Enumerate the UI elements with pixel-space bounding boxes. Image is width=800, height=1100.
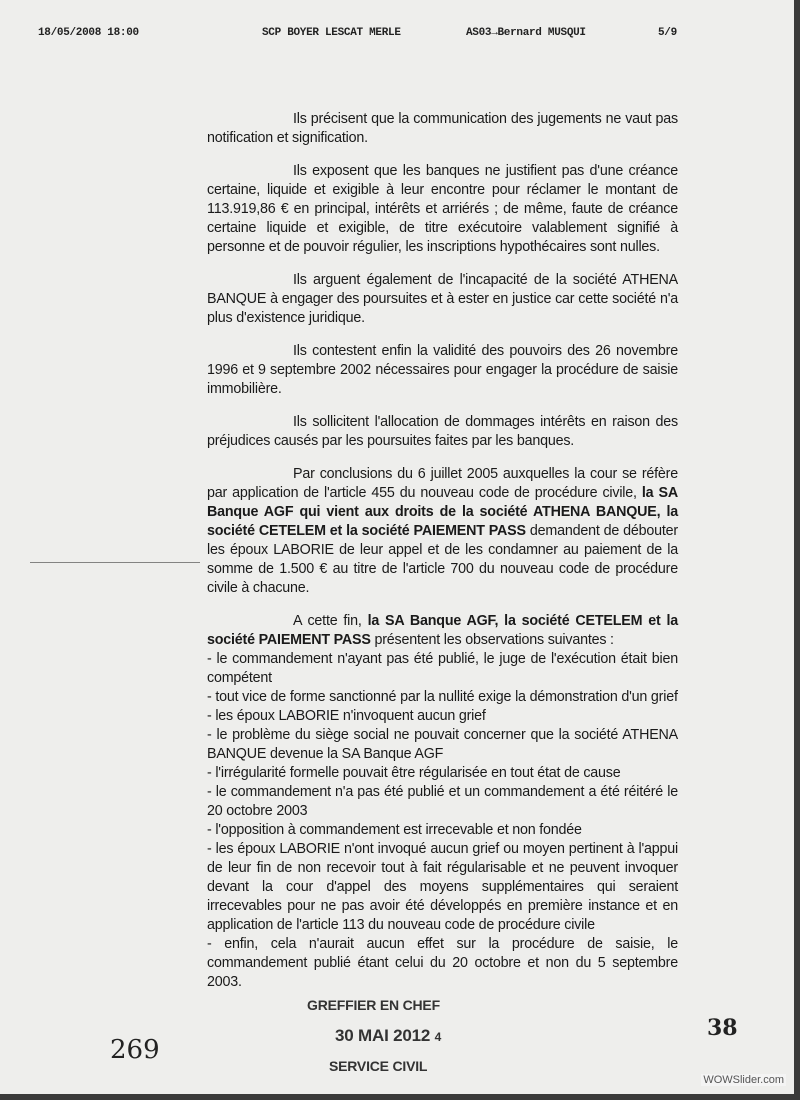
observations-list (207, 650, 678, 992)
stamp-service: SERVICE CIVIL (329, 1058, 428, 1074)
paragraph: Ils précisent que la communication des jugements ne vaut pas notification et signification. (207, 111, 678, 146)
list-item: - enfin, cela n'aurait aucun effet sur la procédure de saisie, le commandement publié étant celui du 20 octobre et non du 5 septembre 2003. (207, 936, 678, 990)
document-body (207, 0, 678, 1075)
strike-line (30, 562, 200, 563)
text-segment: présentent les observations suivantes : (370, 632, 614, 648)
fax-recipient: AS03→Bernard MUSQUI (466, 27, 586, 39)
text-segment: Par conclusions du 6 juillet 2005 auxquelles la cour se réfère par application de l'article 455 du nouveau code de procédure civile, (207, 466, 678, 501)
stamp-date-suffix: 4 (434, 1030, 442, 1044)
text-segment: demandent de débouter les époux LABORIE de leur appel et de les condamner au paiement de la somme de 1.500 € au titre de l'article 700 du nouveau code de procédure civile à chacune. (207, 523, 678, 596)
paragraph-observations-intro (207, 612, 678, 650)
list-item: - le commandement n'a pas été publié et un commandement a été réitéré le 20 octobre 2003 (207, 784, 678, 819)
list-item: - les époux LABORIE n'ont invoqué aucun grief ou moyen pertinent à l'appui de leur fin de non recevoir tout à fait régularisable et ne peuvent invoquer devant la cour d'appel des moyens supplémentaires qui seraient irrecevables pour ne pas avoir été développés en première instance et en application de l'article 113 du nouveau code de procédure civile (207, 841, 678, 933)
handwritten-number-left: 269 (110, 1035, 160, 1065)
list-item: - le commandement n'ayant pas été publié, le juge de l'exécution était bien compétent (207, 651, 678, 686)
stamp-greffier: GREFFIER EN CHEF (307, 997, 440, 1013)
watermark: WOWSlider.com (703, 1074, 784, 1086)
paragraph: Ils arguent également de l'incapacité de la société ATHENA BANQUE à engager des poursuites et à ester en justice car cette société n'a plus d'existence juridique. (207, 272, 678, 326)
list-item: - l'opposition à commandement est irrecevable et non fondée (207, 822, 582, 838)
court-stamp (207, 996, 678, 1075)
fax-datetime: 18/05/2008 18:00 (38, 27, 139, 39)
fax-page-number: 5/9 (658, 27, 677, 39)
list-item: - l'irrégularité formelle pouvait être régularisée en tout état de cause (207, 765, 621, 781)
parties-bold: la SA Banque AGF, la société CETELEM et la société PAIEMENT PASS (207, 613, 678, 648)
paragraph: Ils sollicitent l'allocation de dommages intérêts en raison des préjudices causés par les poursuites faites par les banques. (207, 414, 678, 449)
list-item: - le problème du siège social ne pouvait concerner que la société ATHENA BANQUE devenue la SA Banque AGF (207, 727, 678, 762)
list-item: - tout vice de forme sanctionné par la nullité exige la démonstration d'un grief (207, 689, 678, 705)
handwritten-number-right: 38 (707, 1015, 738, 1041)
paragraph: Ils exposent que les banques ne justifient pas d'une créance certaine, liquide et exigible à leur encontre pour réclamer le montant de 113.919,86 € en principal, intérêts et arriérés ; de même, faute de créance certaine liquide et exigible, de titre exécutoire valablement signifié à personne et de pouvoir régulier, les inscriptions hypothécaires sont nulles. (207, 163, 678, 255)
paragraph: Ils contestent enfin la validité des pouvoirs des 26 novembre 1996 et 9 septembre 2002 nécessaires pour engager la procédure de saisie immobilière. (207, 343, 678, 397)
stamp-date-text: 30 MAI 2012 (335, 1026, 431, 1045)
list-item: - les époux LABORIE n'invoquent aucun grief (207, 708, 486, 724)
stamp-date (335, 1026, 678, 1047)
paragraph-conclusions (207, 465, 678, 598)
parties-bold: la SA Banque AGF qui vient aux droits de la société ATHENA BANQUE, la société CETELEM et la société PAIEMENT PASS (207, 485, 678, 539)
text-segment: A cette fin, (293, 613, 368, 629)
fax-sender: SCP BOYER LESCAT MERLE (262, 27, 401, 39)
